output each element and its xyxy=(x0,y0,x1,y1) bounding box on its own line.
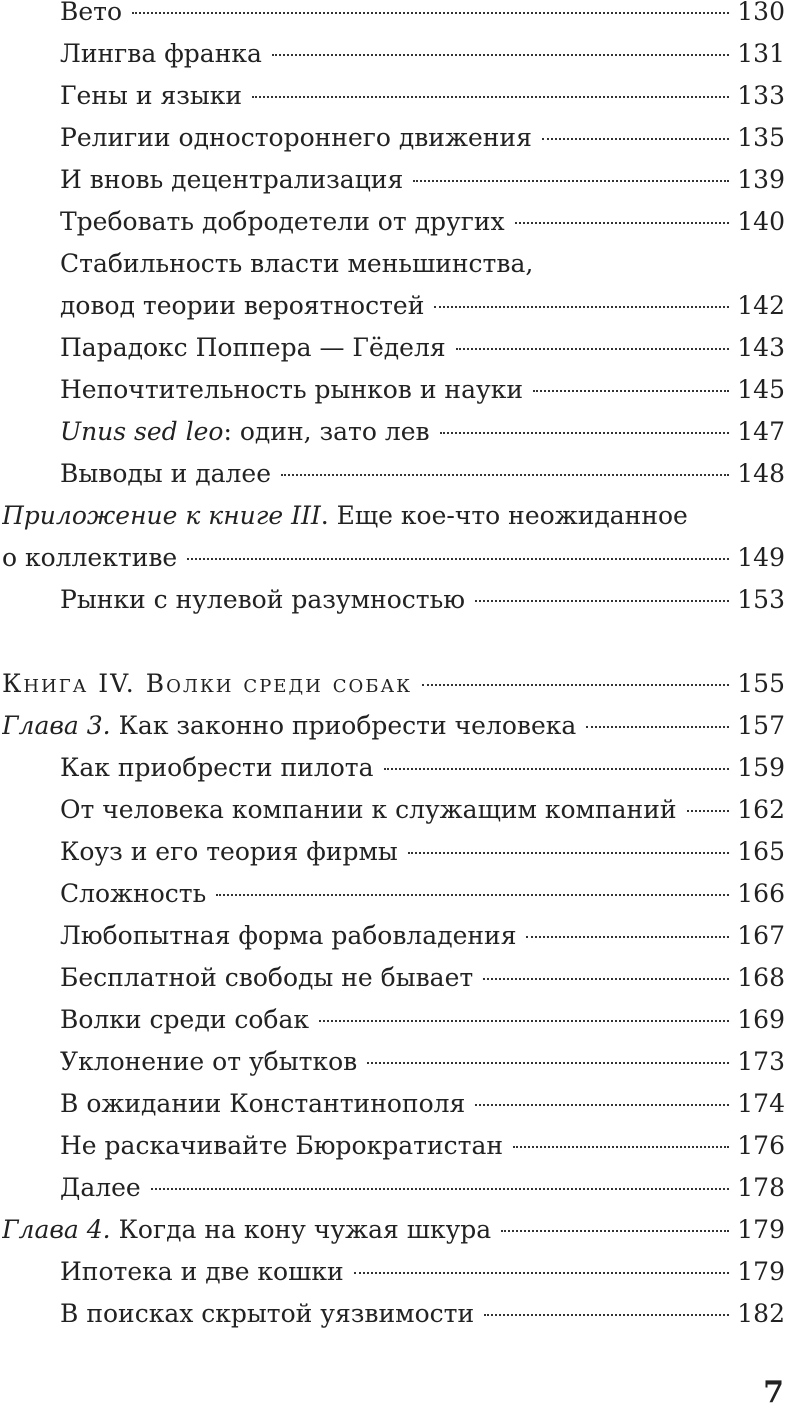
toc-entry-title: От человека компании к служащим компаний xyxy=(60,795,677,824)
toc-entry-page: 169 xyxy=(737,1005,785,1034)
toc-entry-title: Любопытная форма рабовладения xyxy=(60,921,517,950)
toc-entry xyxy=(60,1294,785,1334)
toc-entry-title: Требовать добродетели от других xyxy=(60,207,505,236)
dot-leader xyxy=(586,726,729,728)
dot-leader xyxy=(354,1272,730,1274)
dot-leader xyxy=(542,138,729,140)
toc-entry xyxy=(60,832,785,872)
toc-entry-italic-title: Unus sed leo xyxy=(60,417,224,446)
dot-leader xyxy=(384,768,730,770)
toc-entry-page: 168 xyxy=(737,963,785,992)
toc-entry-line xyxy=(60,244,785,284)
dot-leader xyxy=(408,852,729,854)
toc-entry-title: Лингва франка xyxy=(60,39,262,68)
toc-entry-title: Стабильность власти меньшинства, xyxy=(60,249,534,278)
toc-entry xyxy=(60,34,785,74)
toc-entry xyxy=(60,1042,785,1082)
dot-leader xyxy=(475,600,729,602)
toc-entry-title: Как приобрести пилота xyxy=(60,753,374,782)
toc-entry xyxy=(60,202,785,242)
toc-entry-title: Парадокс Поппера — Гёделя xyxy=(60,333,446,362)
dot-leader xyxy=(456,348,730,350)
toc-entry xyxy=(60,1168,785,1208)
toc-entry xyxy=(60,790,785,830)
appendix-label: Приложение к книге III xyxy=(2,501,321,530)
toc-entry-page: 135 xyxy=(737,123,785,152)
dot-leader xyxy=(252,96,729,98)
dot-leader xyxy=(434,306,729,308)
toc-entry xyxy=(60,748,785,788)
toc-entry xyxy=(60,1000,785,1040)
toc-entry-page: 130 xyxy=(737,0,785,26)
page-number: 7 xyxy=(763,1375,784,1410)
toc-entry xyxy=(60,76,785,116)
toc-entry-page: 142 xyxy=(737,291,785,320)
toc-entry-title: В ожидании Константинополя xyxy=(60,1089,466,1118)
dot-leader xyxy=(526,936,729,938)
toc-entry-page: 182 xyxy=(737,1299,785,1328)
toc-entry xyxy=(60,916,785,956)
toc-entry-title: Уклонение от убытков xyxy=(60,1047,358,1076)
toc-entry-title: И вновь децентрализация xyxy=(60,165,404,194)
dot-leader xyxy=(501,1230,729,1232)
toc-entry-title: довод теории вероятностей xyxy=(60,291,425,320)
chapter-label: Глава 3. xyxy=(2,711,111,740)
toc-entry-page: 173 xyxy=(737,1047,785,1076)
toc-entry-title: . Еще кое-что неожиданное xyxy=(320,501,688,530)
dot-leader xyxy=(187,558,729,560)
toc-entry-page: 148 xyxy=(737,459,785,488)
toc-entry-title: В поисках скрытой уязвимости xyxy=(60,1299,475,1328)
dot-leader xyxy=(515,222,730,224)
dot-leader xyxy=(319,1020,729,1022)
toc-entry xyxy=(60,160,785,200)
toc-entry xyxy=(60,1252,785,1292)
dot-leader xyxy=(687,810,730,812)
toc-entry-page: 149 xyxy=(737,543,785,572)
toc-entry xyxy=(60,118,785,158)
chapter-label: Глава 4. xyxy=(2,1215,111,1244)
toc-entry-page: 176 xyxy=(737,1131,785,1160)
dot-leader xyxy=(484,1314,729,1316)
dot-leader xyxy=(422,684,729,686)
toc-entry-page: 165 xyxy=(737,837,785,866)
toc-entry-page: 147 xyxy=(737,417,785,446)
toc-entry-title: Рынки с нулевой разумностью xyxy=(60,585,465,614)
toc-entry-title: Гены и языки xyxy=(60,81,243,110)
dot-leader xyxy=(132,12,729,14)
dot-leader xyxy=(475,1104,729,1106)
toc-entry-page: 155 xyxy=(737,669,785,698)
toc-entry-title: Бесплатной свободы не бывает xyxy=(60,963,474,992)
toc-entry xyxy=(60,958,785,998)
toc-entry-page: 143 xyxy=(737,333,785,362)
toc-book-heading xyxy=(2,664,785,704)
toc-entry xyxy=(60,412,785,452)
toc-entry-title: Религии одностороннего движения xyxy=(60,123,532,152)
chapter-title: Как законно приобрести человека xyxy=(110,711,577,740)
dot-leader xyxy=(281,474,729,476)
dot-leader xyxy=(440,432,730,434)
book-title: Книга IV. Волки среди собак xyxy=(2,669,413,698)
toc-entry xyxy=(60,328,785,368)
toc-entry-title: Далее xyxy=(60,1173,141,1202)
toc-entry-title: Непочтительность рынков и науки xyxy=(60,375,523,404)
toc-entry xyxy=(60,286,785,326)
toc-entry-page: 140 xyxy=(737,207,785,236)
dot-leader xyxy=(413,180,729,182)
toc-entry-title: Выводы и далее xyxy=(60,459,272,488)
dot-leader xyxy=(367,1062,729,1064)
toc-entry-page: 179 xyxy=(737,1215,785,1244)
toc-entry-title: Волки среди собак xyxy=(60,1005,309,1034)
dot-leader xyxy=(483,978,729,980)
dot-leader xyxy=(216,894,729,896)
toc-entry-title: : один, зато лев xyxy=(223,417,430,446)
toc-entry-page: 179 xyxy=(737,1257,785,1286)
toc-chapter-heading xyxy=(2,706,785,746)
toc-entry xyxy=(60,874,785,914)
toc-entry xyxy=(2,538,785,578)
toc-entry xyxy=(60,580,785,620)
toc-chapter-heading xyxy=(2,1210,785,1250)
dot-leader xyxy=(272,54,729,56)
toc-entry-page: 166 xyxy=(737,879,785,908)
toc-entry-page: 131 xyxy=(737,39,785,68)
toc-appendix-heading xyxy=(2,496,785,536)
dot-leader xyxy=(513,1146,729,1148)
toc-entry-title: Вето xyxy=(60,0,123,26)
toc-entry xyxy=(60,1084,785,1124)
toc-entry-page: 133 xyxy=(737,81,785,110)
toc-entry-page: 162 xyxy=(737,795,785,824)
toc-entry-page: 139 xyxy=(737,165,785,194)
dot-leader xyxy=(533,390,729,392)
toc-entry-page: 159 xyxy=(737,753,785,782)
toc-entry xyxy=(60,1126,785,1166)
toc-entry-page: 153 xyxy=(737,585,785,614)
toc-entry-title: Сложность xyxy=(60,879,207,908)
toc-entry-title: Ипотека и две кошки xyxy=(60,1257,344,1286)
toc-entry-title: Не раскачивайте Бюрократистан xyxy=(60,1131,504,1160)
toc-entry-page: 157 xyxy=(737,711,785,740)
toc-entry xyxy=(60,454,785,494)
toc-entry xyxy=(60,0,785,32)
toc-entry-page: 174 xyxy=(737,1089,785,1118)
toc-entry-page: 145 xyxy=(737,375,785,404)
toc-entry-title: Коуз и его теория фирмы xyxy=(60,837,398,866)
toc-entry-page: 167 xyxy=(737,921,785,950)
dot-leader xyxy=(151,1188,730,1190)
toc-entry-page: 178 xyxy=(737,1173,785,1202)
chapter-title: Когда на кону чужая шкура xyxy=(110,1215,492,1244)
toc-entry xyxy=(60,370,785,410)
toc-entry-title: о коллективе xyxy=(2,543,178,572)
